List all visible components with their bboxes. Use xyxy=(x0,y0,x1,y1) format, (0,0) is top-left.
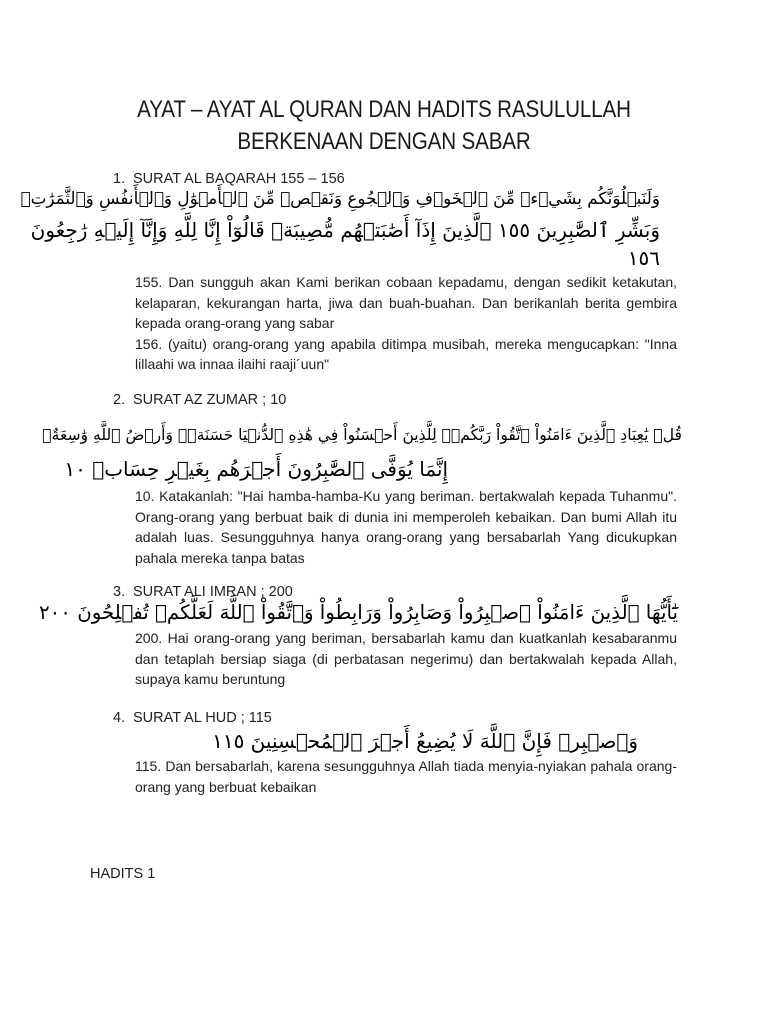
arabic-verse-line: قُلۡ يَٰعِبَادِ ٱلَّذِينَ ءَامَنُواْ ٱتَّقُواْ رَبَّكُمۡۚ لِلَّذِينَ أَحۡسَنُواْ فِي هَٰذِهِ ٱلدُّنۡيَا حَسَنَةٞۗ وَأَرۡضُ ٱللَّهِ وَٰسِعَةٌۗ xyxy=(42,426,682,444)
section-title: SURAT ALI IMRAN ; 200 xyxy=(133,584,293,600)
section-number: 2. xyxy=(113,392,126,408)
translation-block-1 xyxy=(135,272,677,375)
translation-block-3 xyxy=(135,628,677,690)
document-title-line-2: BERKENAAN DENGAN SABAR xyxy=(237,128,531,155)
arabic-verse-line: وَٱصۡبِرۡ فَإِنَّ ٱللَّهَ لَا يُضِيعُ أَجۡرَ ٱلۡمُحۡسِنِينَ ١١٥ xyxy=(212,729,638,753)
translation-paragraph: 156. (yaitu) orang-orang yang apabila ditimpa musibah, mereka mengucapkan: "Inna lillaahi wa innaa ilaihi raaji´uun" xyxy=(135,335,677,372)
translation-paragraph: 115. Dan bersabarlah, karena sesungguhnya Allah tiada menyia-nyiakan pahala orang-orang yang berbuat kebaikan xyxy=(135,758,677,795)
section-heading-4 xyxy=(113,709,272,727)
arabic-verse-number: ١٥٦ xyxy=(627,246,660,270)
section-number: 3. xyxy=(113,584,126,600)
section-number: 4. xyxy=(113,710,126,726)
translation-paragraph: 155. Dan sungguh akan Kami berikan cobaan kepadamu, dengan sedikit ketakutan, kelaparan, kekurangan harta, jiwa dan buah-buahan. Dan berikanlah berita gembira kepada orang-orang yang sabar xyxy=(135,274,677,331)
translation-block-2 xyxy=(135,486,677,568)
section-heading-2 xyxy=(113,391,286,409)
arabic-verse-line: وَلَنَبۡلُوَنَّكُم بِشَيۡءٖ مِّنَ ٱلۡخَوۡفِ وَٱلۡجُوعِ وَنَقۡصٖ مِّنَ ٱلۡأَمۡوَٰلِ وَٱلۡأَنفُسِ وَٱلثَّمَرَٰتِۗ xyxy=(20,188,660,208)
section-title: SURAT AL BAQARAH 155 – 156 xyxy=(133,171,345,187)
arabic-verse-line: يَٰٓأَيُّهَا ٱلَّذِينَ ءَامَنُواْ ٱصۡبِرُواْ وَصَابِرُواْ وَرَابِطُواْ وَٱتَّقُواْ ٱللَّهَ لَعَلَّكُمۡ تُفۡلِحُونَ ٢٠٠ xyxy=(39,601,678,624)
translation-paragraph: 10. Katakanlah: "Hai hamba-hamba-Ku yang beriman. bertakwalah kepada Tuhanmu". Orang-orang yang berbuat baik di dunia ini memperoleh kebaikan. Dan bumi Allah itu adalah luas. Sesungguhnya hanya orang-orang yang bersabarlah Yang dicukupkan pahala mereka tanpa batas xyxy=(135,488,677,566)
section-title: SURAT AL HUD ; 115 xyxy=(133,710,272,726)
hadits-heading: HADITS 1 xyxy=(90,866,156,882)
document-title-line-1: AYAT – AYAT AL QURAN DAN HADITS RASULULLAH xyxy=(137,96,631,123)
translation-block-4 xyxy=(135,756,677,797)
translation-paragraph: 200. Hai orang-orang yang beriman, bersabarlah kamu dan kuatkanlah kesabaranmu dan tetaplah bersiap siaga (di perbatasan negerimu) dan bertakwalah kepada Allah, supaya kamu beruntung xyxy=(135,630,677,687)
arabic-verse-line: وَبَشِّرِ ٱلصَّٰبِرِينَ ١٥٥ ٱلَّذِينَ إِذَآ أَصَٰبَتۡهُم مُّصِيبَةٞ قَالُوٓاْ إِنَّا لِلَّهِ وَإِنَّآ إِلَيۡهِ رَٰجِعُونَ xyxy=(30,218,660,242)
arabic-verse-line: إِنَّمَا يُوَفَّى ٱلصَّٰبِرُونَ أَجۡرَهُم بِغَيۡرِ حِسَابٖ ١٠ xyxy=(64,457,448,481)
section-number: 1. xyxy=(113,171,126,187)
section-title: SURAT AZ ZUMAR ; 10 xyxy=(133,392,287,408)
